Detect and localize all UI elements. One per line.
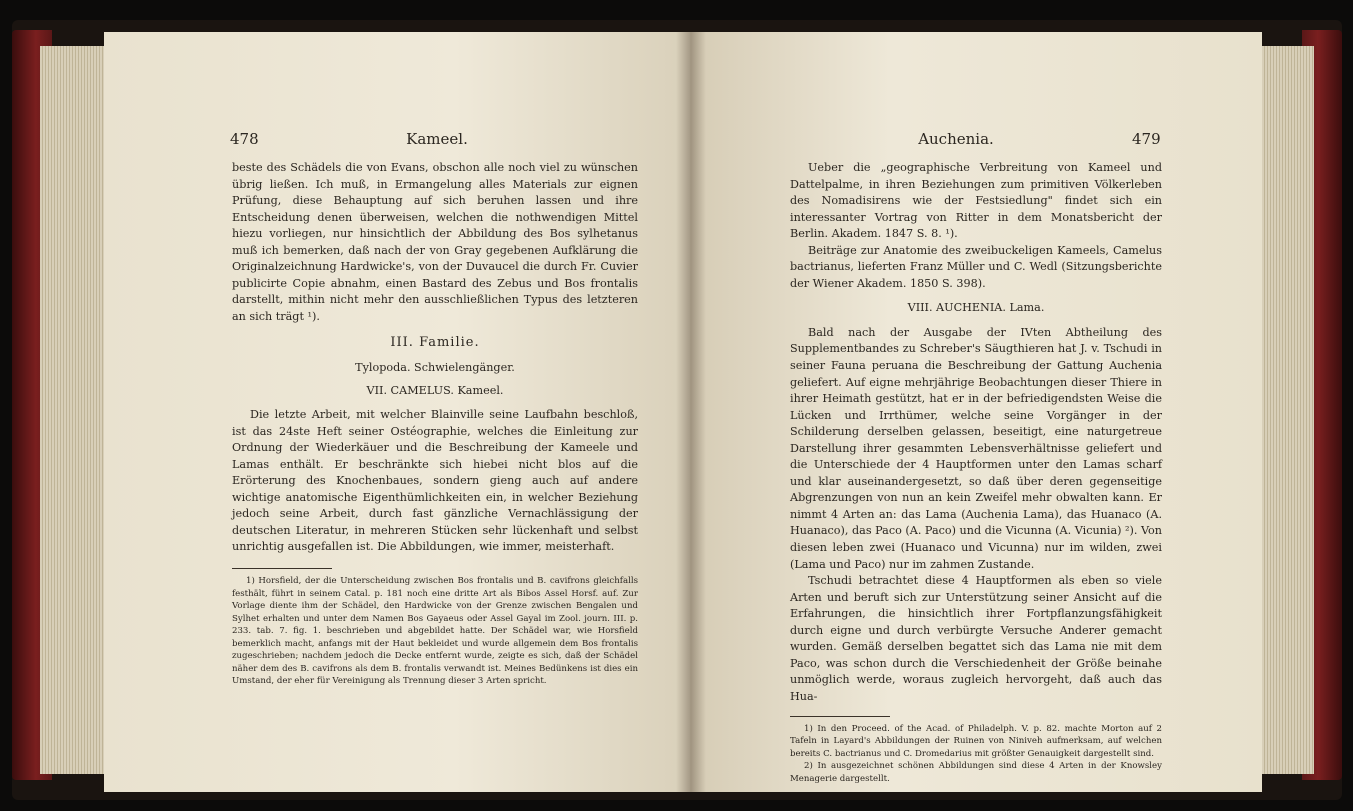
paragraph: Tschudi betrachtet diese 4 Hauptformen als eben so viele Arten und beruft sich zur Unterstützung seiner Ansicht auf die Erfahrungen, die hinsichtlich ihrer Fortpflanzungsfähigkeit durch eigne und durch verbürgte Versuche Anderer gemacht wurden. Gemäß derselben begattet sich das Lama nie mit dem Paco, was schon durch die Verschiedenheit der Größe beinahe unmöglich werde, woraus zugleich hervorgeht, daß auch das Hua- [790, 574, 1162, 703]
footnote-divider [790, 716, 890, 717]
paragraph: Bald nach der Ausgabe der IVten Abtheilung des Supplementbandes zu Schreber's Säugthieren hat J. v. Tschudi in seiner Fauna peruana die Beschreibung der Gattung Auchenia geliefert. Auf eigne mehrjährige Beobachtungen dieser Thiere in ihrer Heimath gestützt, hat er in der befriedigendsten Weise die Lücken und Irrthümer, welche seine Vorgänger in der Schilderung derselben gelassen, beseitigt, eine naturgetreue Darstellung ihrer gesammten Lebensverhältnisse geliefert und die Unterschiede der 4 Hauptformen unter den Lamas scharf und klar auseinandergesetzt, so daß über deren gegenseitige Abgrenzungen von nun an kein Zweifel mehr obwalten kann. Er nimmt 4 Arten an: das Lama (Auchenia Lama), das Huanaco (A. Huanaco), das Paco (A. Paco) und die Vicunna (A. Vicunia) ²). Von diesen leben zwei (Huanaco und Vicunna) nur im wilden, zwei (Lama und Paco) nur im zahmen Zustande. [790, 325, 1162, 571]
family-subheading: Tylopoda. Schwielengänger. [355, 361, 515, 375]
right-page-body [790, 160, 1162, 785]
paragraph: beste des Schädels die von Evans, obschon alle noch viel zu wünschen übrig ließen. Ich muß, in Ermangelung alles Materials zur eignen Prüfung, diese Behauptung auf sich beruhen lassen und ihre Entscheidung denen überweisen, welchen die nothwendigen Mittel hiezu vorliegen, nur hinsichtlich der Abbildung des Bos sylhetanus muß ich bemerken, daß nach der von Gray gegebenen Aufklärung die Originalzeichnung Hardwicke's, von der Duvaucel die durch Fr. Cuvier publicirte Copie abnahm, einen Bastard des Zebus und Bos frontalis darstellt, mithin nicht mehr den ausschließlichen Typus des letzteren an sich trägt ¹). [232, 161, 638, 323]
left-running-head: Kameel. [406, 130, 468, 148]
footnote: 2) In ausgezeichnet schönen Abbildungen sind diese 4 Arten in der Knowsley Menagerie dargestellt. [790, 761, 1162, 784]
paragraph: Ueber die „geographische Verbreitung von Kameel und Dattelpalme, in ihren Beziehungen zum primitiven Völkerleben des Nomadisirens wie der Festsiedlung" findet sich ein interessanter Vortrag von Ritter in dem Monatsbericht der Berlin. Akadem. 1847 S. 8. ¹). [790, 161, 1162, 241]
left-page-body [232, 160, 638, 688]
footnote-divider [232, 568, 332, 569]
right-running-head: Auchenia. [918, 130, 994, 148]
footnote: 1) Horsfield, der die Unterscheidung zwischen Bos frontalis und B. cavifrons gleichfalls festhält, führt in seinem Catal. p. 181 noch eine dritte Art als Bibos Assel Horsf. auf. Zur Vorlage diente ihm der Schädel, den Hardwicke von der Grenze zwischen Bengalen und Sylhet erhalten und unter dem Namen Bos Gayaeus oder Assel Gayal im Zool. journ. III. p. 233. tab. 7. fig. 1. beschrieben und abgebildet hatte. Der Schädel war, wie Horsfield bemerklich macht, anfangs mit der Haut bekleidet und wurde allgemein dem Bos frontalis zugeschrieben; nachdem jedoch die Decke entfernt wurde, zeigte es sich, daß der Schädel näher dem des B. cavifrons als dem B. frontalis verwandt ist. Meines Bedünkens ist dies ein Umstand, der eher für Vereinigung als Trennung dieser 3 Arten spricht. [232, 576, 638, 687]
left-page-number: 478 [230, 130, 259, 148]
left-page-edges [40, 46, 110, 774]
family-heading: III. Familie. [390, 335, 480, 351]
genus-heading: VIII. AUCHENIA. Lama. [907, 301, 1045, 315]
genus-heading: VII. CAMELUS. Kameel. [366, 383, 504, 397]
paragraph: Die letzte Arbeit, mit welcher Blainville seine Laufbahn beschloß, ist das 24ste Heft seiner Ostéographie, welches die Einleitung zur Ordnung der Wiederkäuer und die Beschreibung der Kameele und Lamas enthält. Er beschränkte sich hiebei nicht blos auf die Erörterung des Knochenbaues, sondern gieng auch auf andere wichtige anatomische Eigenthümlichkeiten ein, in welcher Beziehung jedoch seine Arbeit, durch fast gänzliche Vernachlässigung der deutschen Literatur, in mehreren Stücken sehr lückenhaft und selbst unrichtig ausgefallen ist. Die Abbildungen, wie immer, meisterhaft. [232, 408, 638, 554]
footnote: 1) In den Proceed. of the Acad. of Philadelph. V. p. 82. machte Morton auf 2 Tafeln in Layard's Abbildungen der Ruinen von Niniveh aufmerksam, auf welchen bereits C. bactrianus und C. Dromedarius mit größter Genauigkeit dargestellt sind. [790, 723, 1162, 759]
paragraph: Beiträge zur Anatomie des zweibuckeligen Kameels, Camelus bactrianus, lieferten Franz Müller und C. Wedl (Sitzungsberichte der Wiener Akadem. 1850 S. 398). [790, 243, 1162, 290]
footnotes [790, 723, 1162, 786]
left-page [104, 32, 690, 792]
footnotes [232, 575, 638, 688]
right-page [690, 32, 1262, 792]
right-page-number: 479 [1132, 130, 1161, 148]
book-gutter [676, 32, 706, 792]
book-scan [12, 20, 1342, 800]
